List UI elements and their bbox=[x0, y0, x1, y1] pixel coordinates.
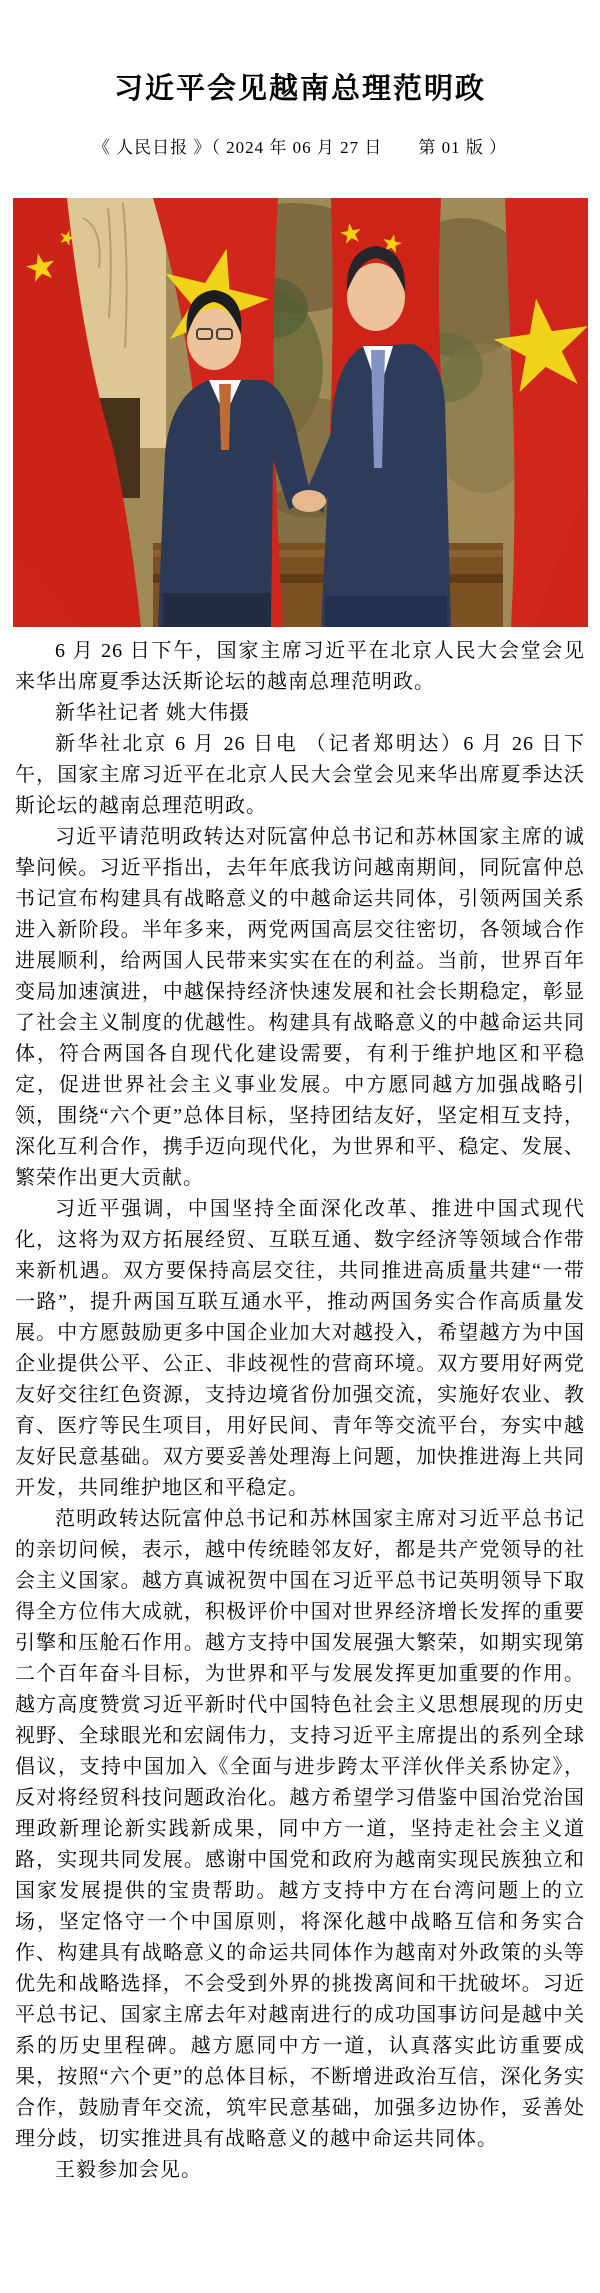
handshake bbox=[292, 490, 326, 512]
article-paragraph: 王毅参加会见。 bbox=[55, 2159, 202, 2181]
meeting-photo-illustration bbox=[13, 198, 588, 627]
page-title: 习近平会见越南总理范明政 bbox=[113, 73, 486, 105]
source-line: 《 人民日报 》（ 2024 年 06 月 27 日 第 01 版 ） bbox=[92, 138, 508, 157]
meeting-photo bbox=[13, 198, 588, 627]
photo-caption-block bbox=[15, 636, 585, 729]
article-paragraph: 习近平强调，中国坚持全面深化改革、推进中国式现代化，这将为双方拓展经贸、互联互通、数字经济等领域合作带来新机遇。双方要保持高层交往，共同推进高质量共建“一带一路”，提升两国互联互通水平，推动两国务实合作高质量发展。中方愿鼓励更多中国企业加大对越投入，希望越方为中国企业提供公平、公正、非歧视性的营商环境。双方要用好两党友好交往红色资源，支持边境省份加强交流，实施好农业、教育、医疗等民生项目，用好民间、青年等交流平台，夯实中越友好民意基础。双方要妥善处理海上问题，加快推进海上共同开发，共同维护地区和平稳定。 bbox=[15, 1198, 585, 1499]
article-paragraph: 习近平请范明政转达对阮富仲总书记和苏林国家主席的诚挚问候。习近平指出，去年年底我访问越南期间，同阮富仲总书记宣布构建具有战略意义的中越命运共同体，引领两国关系进入新阶段。半年多来，两党两国高层交往密切，各领域合作进展顺利，给两国人民带来实实在在的利益。当前，世界百年变局加速演进，中越保持经济快速发展和社会长期稳定，彰显了社会主义制度的优越性。构建具有战略意义的中越命运共同体，符合两国各自现代化建设需要，有利于维护地区和平稳定，促进世界社会主义事业发展。中方愿同越方加强战略引领，围绕“六个更”总体目标，坚持团结友好，坚定相互支持，深化互利合作，携手迈向现代化，为世界和平、稳定、发展、繁荣作出更大贡献。 bbox=[15, 826, 585, 1189]
article-paragraph: 新华社北京 6 月 26 日电 （记者郑明达）6 月 26 日下午，国家主席习近平在北京人民大会堂会见来华出席夏季达沃斯论坛的越南总理范明政。 bbox=[15, 733, 585, 817]
article-paragraph: 范明政转达阮富仲总书记和苏林国家主席对习近平总书记的亲切问候，表示，越中传统睦邻友好，都是共产党领导的社会主义国家。越方真诚祝贺中国在习近平总书记英明领导下取得全方位伟大成就，积极评价中国对世界经济增长发挥的重要引擎和压舱石作用。越方支持中国发展强大繁荣，如期实现第二个百年奋斗目标，为世界和平与发展发挥更加重要的作用。越方高度赞赏习近平新时代中国特色社会主义思想展现的历史视野、全球眼光和宏阔伟力，支持习近平主席提出的系列全球倡议，支持中国加入《全面与进步跨太平洋伙伴关系协定》，反对将经贸科技问题政治化。越方希望学习借鉴中国治党治国理政新理论新实践新成果，同中方一道，坚持走社会主义道路，实现共同发展。感谢中国党和政府为越南实现民族独立和国家发展提供的宝贵帮助。越方支持中方在台湾问题上的立场，坚定恪守一个中国原则，将深化越中战略互信和务实合作、构建具有战略意义的命运共同体作为越南对外政策的头等优先和战略选择，不会受到外界的挑拨离间和干扰破坏。习近平总书记、国家主席去年对越南进行的成功国事访问是越中关系的历史里程碑。越方愿同中方一道，认真落实此访重要成果，按照“六个更”的总体目标，不断增进政治互信，深化务实合作，鼓励青年交流，筑牢民意基础，加强多边协作，妥善处理分歧，切实推进具有战略意义的越中命运共同体。 bbox=[15, 1508, 585, 2150]
photo-credit: 新华社记者 姚大伟摄 bbox=[55, 702, 250, 724]
photo-caption: 6 月 26 日下午，国家主席习近平在北京人民大会堂会见来华出席夏季达沃斯论坛的越南总理范明政。 bbox=[15, 640, 585, 693]
article-body bbox=[15, 729, 585, 2186]
